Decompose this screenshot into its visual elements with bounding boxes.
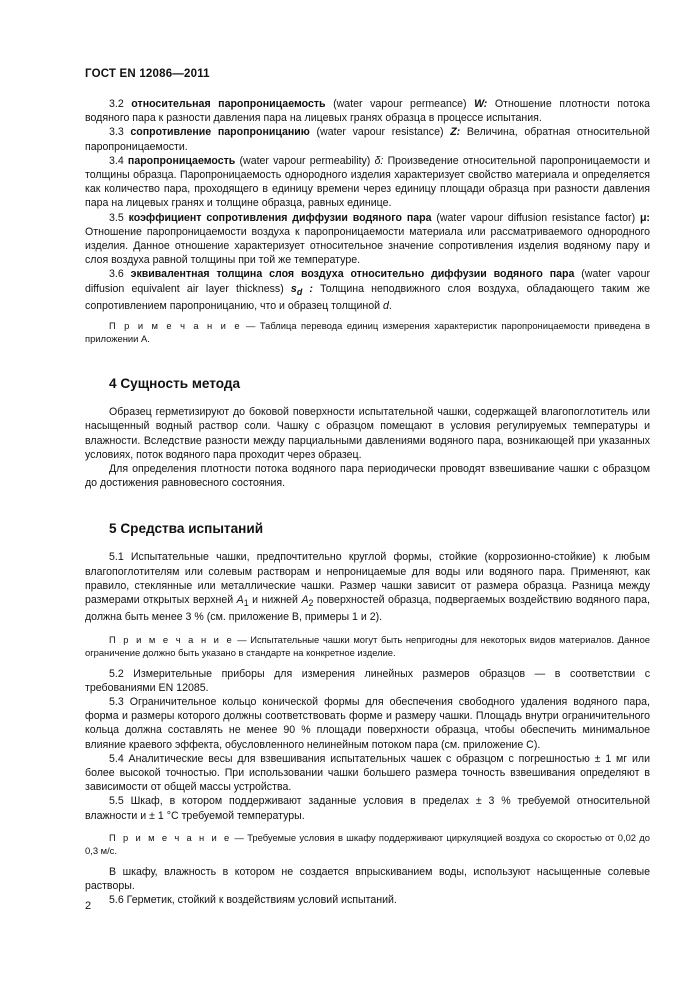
section-4-title: 4 Сущность метода xyxy=(109,376,241,392)
definition-3-5: 3.5 коэффициент сопротивления диффузии водяного пара (water vapour diffusion resistance factor) μ: Отношение паропроницаемости воздуха к паропроницаемости материала или рассматриваемого однородного изделия. Данное отношение характеризует относительное значение сопротивления изделия водяному пару и слоя воздуха равной толщины при той же температуре. xyxy=(85,211,650,267)
section-4-paragraph-1: Образец герметизируют до боковой поверхности испытательной чашки, содержащей влагопоглотитель или насыщенный водный раствор соли. Чашку с образцом помещают в условия регулируемых температуры и влажности. Вследствие разности между парциальными давлениями водяного пара, возникающей при указанных условиях, поток водяного пара проходит через образец. xyxy=(85,406,650,461)
section-4-paragraph-2: Для определения плотности потока водяного пара периодически проводят взвешивание чашки с образцом до достижения равновесного состояния. xyxy=(85,462,650,490)
item-5-5-continued: В шкафу, влажность в котором не создается впрыскиванием воды, используют насыщенные солевые растворы. xyxy=(85,865,650,892)
definition-3-4: 3.4 паропроницаемость (water vapour permeability) δ: Произведение относительной паропроницаемости и толщины образца. Паропроницаемость однородного изделия характеризует свойство материала и определяется как количество пара, проходящего в единицу времени через единицу площади образца при разности давления пара на лицевых гранях и толщине образца, равных единице. xyxy=(85,154,650,210)
item-5-2: 5.2 Измерительные приборы для измерения линейных размеров образцов — в соответствии с требованиями EN 12085. xyxy=(85,667,650,694)
page-number: 2 xyxy=(85,900,92,912)
item-5-5: 5.5 Шкаф, в котором поддерживают заданные условия в пределах ± 3 % требуемой относительной влажности и ± 1 °С требуемой температуры. xyxy=(85,795,650,822)
note-cabinet: П р и м е ч а н и е — Требуемые условия в шкафу поддерживают циркуляцией воздуха со скоростью от 0,02 до 0,3 м/с. xyxy=(85,831,650,856)
page-content xyxy=(85,97,650,907)
document-id: ГОСТ EN 12086—2011 xyxy=(85,68,210,80)
item-5-6: 5.6 Герметик, стойкий к воздействиям условий испытаний. xyxy=(109,894,397,907)
definition-3-3: 3.3 сопротивление паропроницанию (water vapour resistance) Z: Величина, обратная относительной паропроницаемости. xyxy=(85,126,650,153)
item-5-4: 5.4 Аналитические весы для взвешивания испытательных чашек с образцом с погрешностью ± 1 мг или более высокой точностью. При использовании чашки большего размера точность взвешивания определяют в зависимости от общей массы устройства. xyxy=(85,752,650,794)
note-cups: П р и м е ч а н и е — Испытательные чашки могут быть непригодны для некоторых видов материалов. Данное ограничение должно быть указано в стандарте на конкретное изделие. xyxy=(85,633,650,658)
definition-3-6: 3.6 эквивалентная толщина слоя воздуха относительно диффузии водяного пара (water vapour diffusion equivalent air layer thickness) $s_d$ : Толщина неподвижного слоя воздуха, обладающего таким же сопротивлением паропроницанию, что и образец толщиной d. xyxy=(85,268,650,312)
definition-3-2: 3.2 относительная паропроницаемость (water vapour permeance) W: Отношение плотности потока водяного пара к разности давления пара на лицевых гранях образца в процессе испытания. xyxy=(85,98,650,125)
note-units: П р и м е ч а н и е — Таблица перевода единиц измерения характеристик паропроницаемости приведена в приложении А. xyxy=(85,320,650,345)
item-5-3: 5.3 Ограничительное кольцо конической формы для обеспечения свободного удаления водяного пара, форма и размеры которого должны соответствовать форме и размеру чашки. Площадь внутри ограничительного кольца должна составлять не менее 90 % площади поверхности образца, чтобы обеспечить минимальное влияние краевого эффекта, обусловленного нелинейным потоком пара (см. приложение С). xyxy=(85,695,650,751)
section-5-title: 5 Средства испытаний xyxy=(109,521,264,537)
item-5-1: 5.1 Испытательные чашки, предпочтительно круглой формы, стойкие (коррозионно-стойкие) к любым влагопоглотителям или солевым растворам и непроницаемые для воды или водяного пара. Применяют, как правило, стеклянные или металлические чашки. Размер чашки зависит от размера образца. Разница между размерами открытых верхней $A_1$ и нижней $A_2$ поверхностей образца, подвергаемых воздействию водяного пара, должна быть менее 3 % (см. приложение В, примеры 1 и 2). xyxy=(85,551,650,624)
